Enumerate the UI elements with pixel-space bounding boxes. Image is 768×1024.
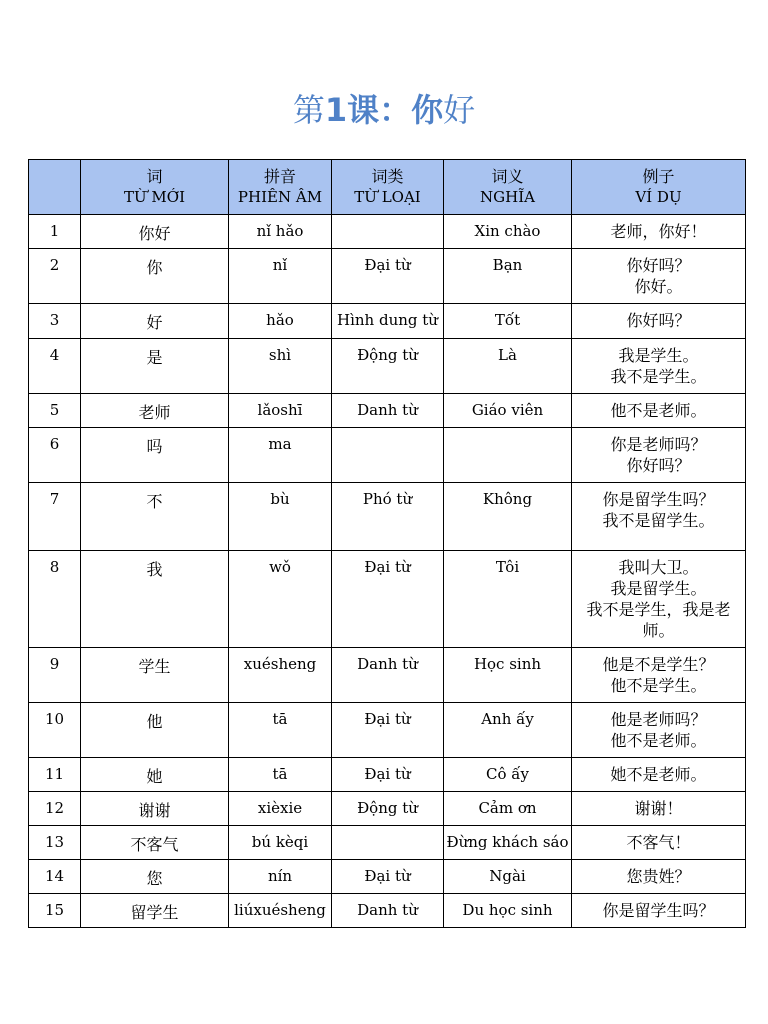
row-word: 我 (81, 551, 229, 648)
row-word: 她 (81, 758, 229, 792)
row-pinyin: bú kèqi (229, 826, 332, 860)
table-row (29, 339, 746, 394)
row-pinyin: xièxie (229, 792, 332, 826)
row-meaning: Cảm ơn (444, 792, 572, 826)
row-index: 1 (29, 215, 81, 249)
row-word: 您 (81, 860, 229, 894)
row-word: 学生 (81, 648, 229, 703)
row-meaning: Không (444, 483, 572, 551)
row-index: 12 (29, 792, 81, 826)
row-index: 10 (29, 703, 81, 758)
row-type: Danh từ (332, 894, 444, 928)
table-row (29, 394, 746, 428)
row-meaning: Anh ấy (444, 703, 572, 758)
row-meaning: Tôi (444, 551, 572, 648)
row-type: Phó từ (332, 483, 444, 551)
row-type (332, 826, 444, 860)
row-index: 14 (29, 860, 81, 894)
row-pinyin: nǐ hǎo (229, 215, 332, 249)
row-pinyin: shì (229, 339, 332, 394)
table-row (29, 758, 746, 792)
row-meaning: Đừng khách sáo (444, 826, 572, 860)
lesson-title (0, 86, 768, 134)
row-meaning: Bạn (444, 249, 572, 304)
header-pinyin: 拼音 PHIÊN ÂM (229, 160, 332, 215)
row-index: 15 (29, 894, 81, 928)
table-row (29, 483, 746, 551)
row-example: 老师，你好！ (572, 215, 746, 249)
title-ke: 课 (347, 91, 380, 129)
row-meaning: Ngài (444, 860, 572, 894)
row-pinyin: tā (229, 703, 332, 758)
row-meaning: Cô ấy (444, 758, 572, 792)
row-index: 4 (29, 339, 81, 394)
row-example: 我叫大卫。 我是留学生。 我不是学生，我是老师。 (572, 551, 746, 648)
row-example: 谢谢！ (572, 792, 746, 826)
title-ni: 你 (411, 91, 444, 129)
row-example: 她不是老师。 (572, 758, 746, 792)
row-pinyin: lǎoshī (229, 394, 332, 428)
row-type: Đại từ (332, 758, 444, 792)
row-index: 13 (29, 826, 81, 860)
title-hao: 好 (443, 91, 476, 129)
row-type: Hình dung từ (332, 304, 444, 339)
row-example: 我是学生。 我不是学生。 (572, 339, 746, 394)
table-row (29, 551, 746, 648)
row-meaning: Học sinh (444, 648, 572, 703)
row-example: 你是老师吗？ 你好吗？ (572, 428, 746, 483)
header-meaning: 词义 NGHĨA (444, 160, 572, 215)
row-meaning: Tốt (444, 304, 572, 339)
row-pinyin: wǒ (229, 551, 332, 648)
row-example: 你好吗？ (572, 304, 746, 339)
title-prefix: 第 (292, 91, 325, 129)
row-meaning: Xin chào (444, 215, 572, 249)
row-index: 9 (29, 648, 81, 703)
row-type: Động từ (332, 792, 444, 826)
row-example: 不客气！ (572, 826, 746, 860)
header-word: 词 TỪ MỚI (81, 160, 229, 215)
table-row (29, 860, 746, 894)
row-example: 他是老师吗？ 他不是老师。 (572, 703, 746, 758)
header-index (29, 160, 81, 215)
row-word: 好 (81, 304, 229, 339)
row-pinyin: nǐ (229, 249, 332, 304)
row-index: 6 (29, 428, 81, 483)
row-type: Danh từ (332, 394, 444, 428)
table-row (29, 304, 746, 339)
row-meaning: Giáo viên (444, 394, 572, 428)
row-type: Đại từ (332, 860, 444, 894)
row-pinyin: ma (229, 428, 332, 483)
row-pinyin: liúxuésheng (229, 894, 332, 928)
row-meaning (444, 428, 572, 483)
row-word: 谢谢 (81, 792, 229, 826)
row-word: 你 (81, 249, 229, 304)
row-word: 吗 (81, 428, 229, 483)
row-example: 你好吗？ 你好。 (572, 249, 746, 304)
row-pinyin: hǎo (229, 304, 332, 339)
table-header-row (29, 160, 746, 215)
vocabulary-table (28, 159, 746, 928)
row-example: 他不是老师。 (572, 394, 746, 428)
title-colon: ： (379, 91, 412, 129)
row-pinyin: nín (229, 860, 332, 894)
row-meaning: Là (444, 339, 572, 394)
row-type: Đại từ (332, 249, 444, 304)
row-pinyin: tā (229, 758, 332, 792)
row-example: 他是不是学生？ 他不是学生。 (572, 648, 746, 703)
row-word: 他 (81, 703, 229, 758)
row-index: 2 (29, 249, 81, 304)
row-type: Đại từ (332, 703, 444, 758)
header-example: 例子 VÍ DỤ (572, 160, 746, 215)
row-index: 3 (29, 304, 81, 339)
row-index: 5 (29, 394, 81, 428)
row-example: 你是留学生吗？ (572, 894, 746, 928)
row-word: 你好 (81, 215, 229, 249)
row-word: 是 (81, 339, 229, 394)
table-row (29, 792, 746, 826)
row-pinyin: xuésheng (229, 648, 332, 703)
row-example: 你是留学生吗？ 我不是留学生。 (572, 483, 746, 551)
table-row (29, 249, 746, 304)
row-type (332, 215, 444, 249)
row-index: 11 (29, 758, 81, 792)
row-word: 留学生 (81, 894, 229, 928)
row-type (332, 428, 444, 483)
row-word: 不 (81, 483, 229, 551)
row-index: 8 (29, 551, 81, 648)
row-meaning: Du học sinh (444, 894, 572, 928)
row-word: 不客气 (81, 826, 229, 860)
title-number: 1 (324, 91, 348, 129)
row-pinyin: bù (229, 483, 332, 551)
row-index: 7 (29, 483, 81, 551)
table-row (29, 648, 746, 703)
row-type: Đại từ (332, 551, 444, 648)
row-type: Danh từ (332, 648, 444, 703)
table-row (29, 894, 746, 928)
header-type: 词类 TỪ LOẠI (332, 160, 444, 215)
table-row (29, 703, 746, 758)
table-row (29, 215, 746, 249)
row-example: 您贵姓？ (572, 860, 746, 894)
row-type: Động từ (332, 339, 444, 394)
table-row (29, 826, 746, 860)
table-row (29, 428, 746, 483)
row-word: 老师 (81, 394, 229, 428)
